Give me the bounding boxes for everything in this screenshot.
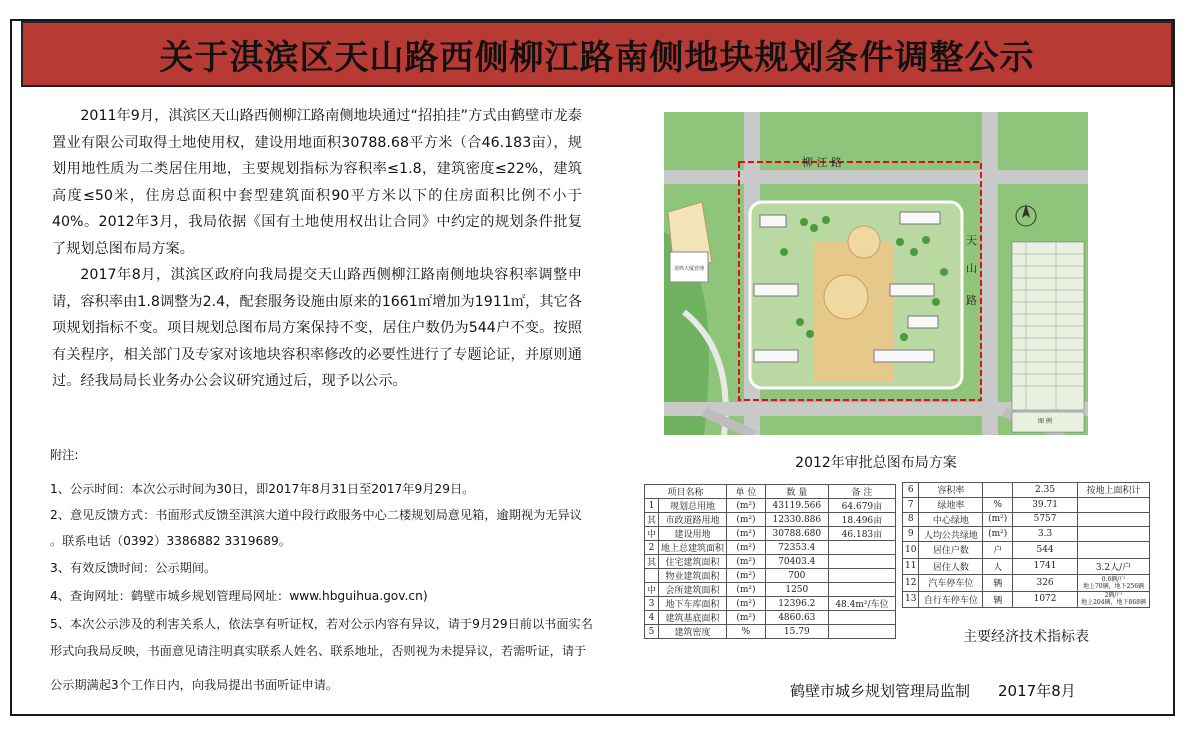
note-3: 3、有效反馈时间：公示期间。	[50, 561, 217, 575]
parking-note: 0.6辆/户 地上70辆，地下256辆	[1078, 575, 1150, 592]
note-heading: 附注:	[50, 448, 79, 462]
road-east-char-3: 路	[966, 294, 977, 307]
table-row: 13 自行车停车位 辆 1072 2辆/户 地上204辆，地下868辆	[903, 591, 1150, 608]
table-row: 12 汽车停车位 辆 326 0.6辆/户 地上70辆，地下256辆	[903, 575, 1150, 592]
note-5-end: 公示期满起3个工作日内，向我局提出书面听证申请。	[50, 678, 339, 692]
issuer: 鹤壁市城乡规划管理局监制	[790, 682, 971, 700]
table-row: 中 会所建筑面积 (m²) 1250	[645, 583, 896, 597]
header-unit: 单 位	[727, 485, 766, 499]
legend-title: 图 例	[1038, 418, 1052, 425]
building-label: 龙鸣大厦管理	[674, 266, 705, 272]
table-row: 其 市政道路用地 (m²) 12330.886 18.496亩	[645, 513, 896, 527]
table-row: 1 规划总用地 (m²) 43119.566 64.679亩	[645, 499, 896, 513]
indicator-table	[902, 482, 1150, 608]
table-row: 5 建筑密度 % 15.79	[645, 625, 896, 639]
header-qty: 数 量	[765, 485, 828, 499]
note-2: 2、意见反馈方式：书面形式反馈至淇滨大道中段行政服务中心二楼规划局意见箱，逾期视为无异议	[50, 508, 582, 522]
table-row: 11 居住人数 人 1741 3.2人/户	[903, 558, 1150, 575]
issue-date: 2017年8月	[998, 682, 1076, 700]
footer	[790, 680, 1076, 701]
table-row: 8 中心绿地 (m²) 5757	[903, 512, 1150, 527]
note-2-contact: 。联系电话（0392）3386882 3319689。	[50, 534, 291, 548]
table-row: 3 地下车库面积 (m²) 12396.2 48.4m²/车位	[645, 597, 896, 611]
note-5-cont: 形式向我局反映，书面意见请注明真实联系人姓名、联系地址，否则视为未提异议，若需听证，请于	[50, 644, 587, 658]
table-row: 6 容积率 2.35 按地上面积计	[903, 483, 1150, 498]
table-row: 物业建筑面积 (m²) 700	[645, 569, 896, 583]
table-row: 2 地上总建筑面积 (m²) 72353.4	[645, 541, 896, 555]
notice-body	[52, 103, 582, 395]
road-north-label: 柳 江 路	[802, 156, 842, 169]
note-5: 5、本次公示涉及的利害关系人，依法享有听证权，若对公示内容有异议，请于9月29日前以书面实名	[50, 617, 593, 631]
map-caption: 2012年审批总图布局方案	[795, 455, 957, 471]
paragraph-2: 2017年8月，淇滨区政府向我局提交天山路西侧柳江路南侧地块容积率调整申请，容积率由1.8调整为2.4，配套服务设施由原来的1661㎡增加为1911㎡，其它各项规划指标不变。项目规划总图布局方案保持不变，居住户数仍为544户不变。按照有关程序，相关部门及专家对该地块容积率修改的必要性进行了专题论证，并原则通过。经我局局长业务办公会议研究通过后，现予以公示。	[52, 267, 582, 389]
table-row: 4 建筑基底面积 (m²) 4860.63	[645, 611, 896, 625]
note-1: 1、公示时间：本次公示时间为30日，即2017年8月31日至2017年9月29日。	[50, 482, 475, 496]
paragraph-1: 2011年9月，淇滨区天山路西侧柳江路南侧地块通过“招拍挂”方式由鹤壁市龙泰置业有限公司取得土地使用权，建设用地面积30788.68平方米（合46.183亩），规划用地性质为二类居住用地，主要规划指标为容积率≤1.8，建筑密度≤22%，建筑高度≤50米，住房总面积中套型建筑面积90平方米以下的住房面积比例不小于40%。2012年3月，我局依据《国有土地使用权出让合同》中约定的规划条件批复了规划总图布局方案。	[52, 108, 582, 257]
table-header-row	[645, 485, 896, 499]
title-banner	[21, 21, 1173, 87]
table-row: 9 人均公共绿地 (m²) 3.3	[903, 527, 1150, 542]
site-plan-map	[664, 112, 1088, 435]
indicator-table-caption: 主要经济技术指标表	[963, 629, 1089, 645]
table-row: 10 居住户数 户 544	[903, 542, 1150, 559]
road-east-char-1: 天	[966, 234, 977, 247]
table-row: 7 绿地率 % 39.71	[903, 497, 1150, 512]
header-item: 项目名称	[645, 485, 727, 499]
header-note: 备 注	[828, 485, 895, 499]
land-use-table	[644, 484, 896, 639]
bike-note: 2辆/户 地上204辆，地下868辆	[1078, 591, 1150, 608]
page-title: 关于淇滨区天山路西侧柳江路南侧地块规划条件调整公示	[159, 37, 1035, 78]
road-east-char-2: 山	[966, 262, 977, 275]
table-row: 中 建设用地 (m²) 30788.680 46.183亩	[645, 527, 896, 541]
table-row: 其 住宅建筑面积 (m²) 70403.4	[645, 555, 896, 569]
note-4: 4、查询网址：鹤壁市城乡规划管理局网址：www.hbguihua.gov.cn)	[50, 589, 428, 603]
